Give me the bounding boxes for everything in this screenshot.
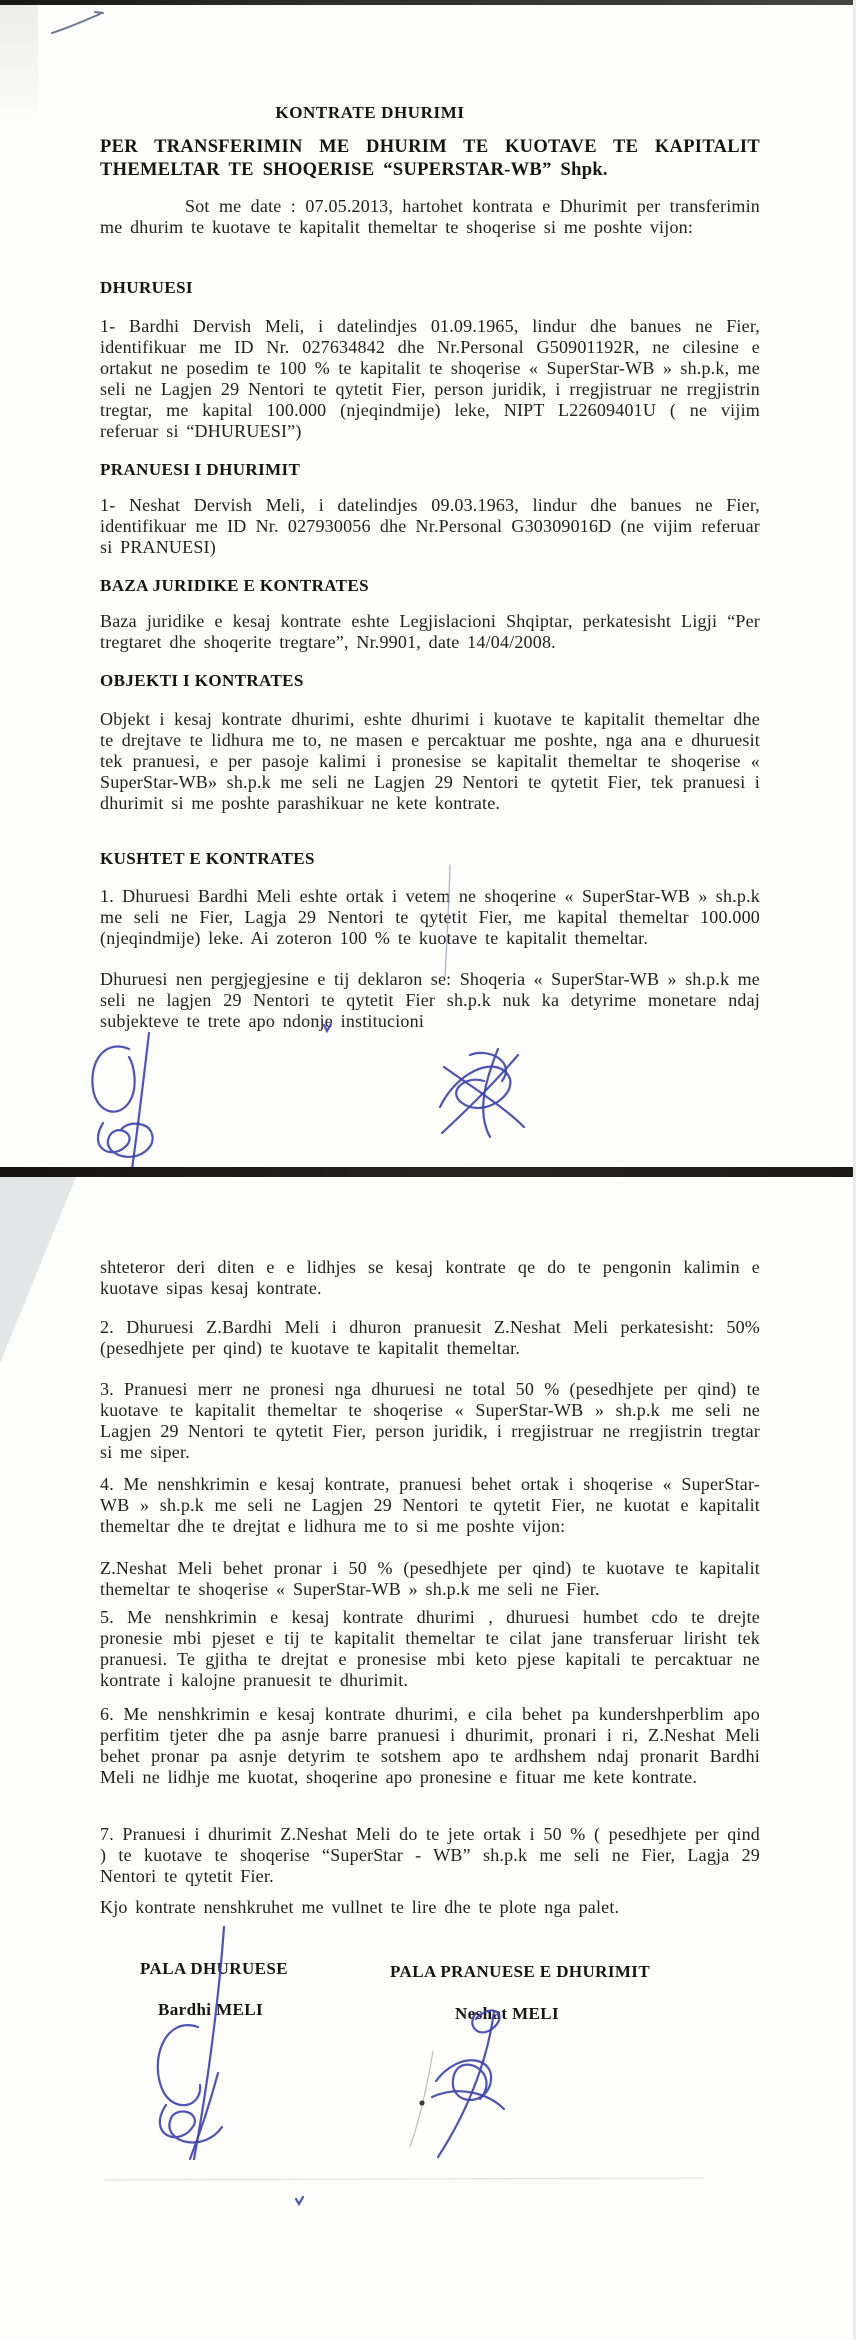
intro-paragraph: Sot me date : 07.05.2013, hartohet kontrata e Dhurimit per transferimin me dhurim te kuotave te kapitalit themeltar te shoqerise si me poshte vijon: xyxy=(100,196,760,237)
scan-hair-line xyxy=(410,2051,433,2147)
heading-baza-juridike: BAZA JURIDIKE E KONTRATES xyxy=(100,576,369,595)
pen-speck-icon xyxy=(296,2197,303,2204)
paragraph-6: 6. Me nenshkrimin e kesaj kontrate dhurimi, e cila behet pa kundershperblim apo perfitim tjeter dhe pa asnje barre pranuesi i dhurimit, pronari i ri, Z.Neshat Meli behet pronar pa asnje detyrim te sotshem apo te ardhshem ndaj pronarit Bardhi Meli ne lidhje me kuotat, shoqerine apo pronesine e fituar me kete kontrate. xyxy=(100,1704,760,1787)
paragraph-7: 7. Pranuesi i dhurimit Z.Neshat Meli do te jete ortak i 50 % ( pesedhjete per qind ) te kuotave te shoqerise “SuperStar - WB” sh.p.k me seli ne Fier, Lagja 29 Nentori te qytetit Fier. xyxy=(100,1824,760,1886)
page-separator-band xyxy=(0,1167,856,1177)
party-label-pranuese: PALA PRANUESE E DHURIMIT xyxy=(390,1962,651,1981)
heading-pranuesi: PRANUESI I DHURIMIT xyxy=(100,460,301,479)
paragraph-dhuruesi: 1- Bardhi Dervish Meli, i datelindjes 01.09.1965, lindur dhe banues ne Fier, identifikuar me ID Nr. 027634842 dhe Nr.Personal G50901192R, ne cilesine e ortakut ne posedim te 100 % te kapitalit te shoqerise « SuperStar-WB » sh.p.k, me seli ne Lagjen 29 Nentori te qytetit Fier, person juridik, i rregjistruar ne rregjistrin tregtar, me kapital 100.000 (njeqindmije) leke, NIPT L22609401U ( ne vijim referuar si “DHURUESI”) xyxy=(100,316,760,441)
signer-name-bardhi: Bardhi MELI xyxy=(158,2000,264,2019)
signature-dhuruesi-page1 xyxy=(92,1033,152,1167)
paragraph-kushtet-1: 1. Dhuruesi Bardhi Meli eshte ortak i vetem ne shoqerine « SuperStar-WB » sh.p.k me seli ne Fier, Lagja 29 Nentori te qytetit Fier, me kapital themeltar 100.000 (njeqindmije) leke. Ai zoteron 100 % te kuotave te kapitalit themeltar. xyxy=(100,886,760,948)
pen-scratch-icon xyxy=(52,12,103,33)
paragraph-pranuesi: 1- Neshat Dervish Meli, i datelindjes 09.03.1963, lindur dhe banues ne Fier, identifikuar me ID Nr. 027930056 dhe Nr.Personal G30309016D (ne vijim referuar si PRANUESI) xyxy=(100,495,760,557)
paragraph-baza-juridike: Baza juridike e kesaj kontrate eshte Legjislacioni Shqiptar, perkatesisht Ligji “Per tregtaret dhe shoqerite tregtare”, Nr.9901, date 14/04/2008. xyxy=(100,611,760,652)
closing-clause: Kjo kontrate nenshkruhet me vullnet te lire dhe te plote nga palet. xyxy=(100,1897,620,1917)
signature-neshat-meli xyxy=(432,2010,504,2157)
party-label-dhuruese: PALA DHURUESE xyxy=(140,1959,288,1978)
heading-kushtet: KUSHTET E KONTRATES xyxy=(100,849,315,868)
document-subtitle: PER TRANSFERIMIN ME DHURIM TE KUOTAVE TE KAPITALIT THEMELTAR TE SHOQERISE “SUPERSTAR-WB” Shpk. xyxy=(100,137,760,180)
page-1 xyxy=(0,5,856,1167)
page-2 xyxy=(0,1177,856,2340)
paragraph-5: 5. Me nenshkrimin e kesaj kontrate dhurimi , dhuruesi humbet cdo te drejte pronesie mbi pjeset e tij te kapitalit themeltar te cilat jane transferuar lirisht tek pranuesi. Te gjitha te drejtat e pronesise mbi keto pjese kapitali te percaktuar ne kontrate i kalojne pranuesit te dhurimit. xyxy=(100,1607,760,1690)
paragraph-3: 3. Pranuesi merr ne pronesi nga dhuruesi ne total 50 % (pesedhjete per qind) te kuotave te kapitalit themeltar te shoqerise « SuperStar-WB » sh.p.k me seli ne Lagjen 29 Nentori te qytetit Fier, person juridik, i rregjistruar ne rregjistrin tregtar si me siper. xyxy=(100,1379,760,1462)
signature-pranuesi-page1 xyxy=(440,1049,524,1137)
scan-fleck xyxy=(419,2100,424,2105)
paragraph-4: 4. Me nenshkrimin e kesaj kontrate, pranuesi behet ortak i shoqerise « SuperStar-WB » sh.p.k me seli ne Lagjen 29 Nentori te qytetit Fier, ne kuotat e kapitalit themeltar dhe te drejtat e lidhura me to si me poshte vijon: xyxy=(100,1474,760,1536)
paragraph-2: 2. Dhuruesi Z.Bardhi Meli i dhuron pranuesit Z.Neshat Meli perkatesisht: 50% (pesedhjete per qind) te kuotave te kapitalit themeltar. xyxy=(100,1317,760,1358)
paragraph-kushtet-2: Dhuruesi nen pergjegjesine e tij deklaron se: Shoqeria « SuperStar-WB » sh.p.k me seli ne lagjen 29 Nentori te qytetit Fier sh.p.k nuk ka detyrime monetare ndaj subjekteve te trete apo ndonje institucioni xyxy=(100,969,760,1031)
page1-left-edge-shading xyxy=(0,5,38,145)
paragraph-objekti: Objekt i kesaj kontrate dhurimi, eshte dhurimi i kuotave te kapitalit themeltar dhe te drejtave te lidhura me to, ne masen e percaktuar me poshte, nga ana e dhuruesit tek pranuesi, e per pasoje kalimi i pronesise se kapitalit themeltar te shoqerise « SuperStar-WB» sh.p.k me seli ne Lagjen 29 Nentori te qytetit Fier, tek pranuesi i dhurimit si me poshte parashikuar ne kete kontrate. xyxy=(100,709,760,813)
paragraph-shteteror: shteteror deri diten e e lidhjes se kesaj kontrate qe do te pengonin kalimin e kuotave sipas kesaj kontrate. xyxy=(100,1257,760,1298)
heading-objekti: OBJEKTI I KONTRATES xyxy=(100,671,304,690)
paragraph-4-continued: Z.Neshat Meli behet pronar i 50 % (pesedhjete per qind) te kuotave te kapitalit themeltar te shoqerise « SuperStar-WB » sh.p.k me seli ne Fier. xyxy=(100,1558,760,1599)
page2-corner-fold xyxy=(0,1177,80,1367)
document-title: KONTRATE DHURIMI xyxy=(275,103,465,122)
faint-scan-line xyxy=(105,2178,705,2180)
signer-name-neshat: Neshat MELI xyxy=(455,2004,560,2023)
heading-dhuruesi: DHURUESI xyxy=(100,278,193,297)
